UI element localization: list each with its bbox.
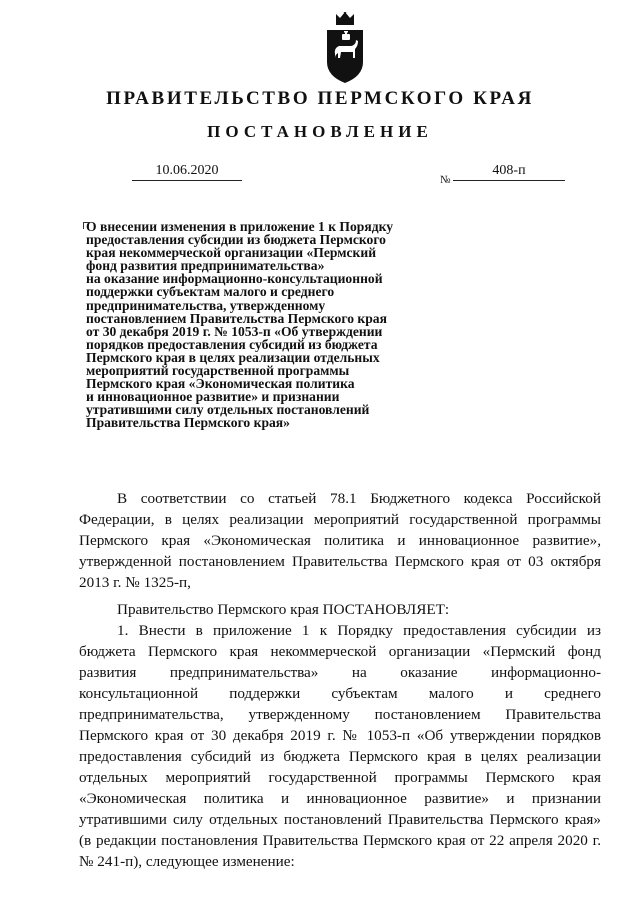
subject-line: на оказание информационно-консультационной xyxy=(86,271,383,287)
document-subject xyxy=(86,220,446,430)
subject-line: утратившими силу отдельных постановлений xyxy=(86,402,370,418)
subject-line: предпринимательства, утвержденному xyxy=(86,297,326,313)
subject-line: и инновационное развитие» и признании xyxy=(86,389,340,405)
body-paragraph-item-1: 1. Внести в приложение 1 к Порядку предоставления субсидии из бюджета Пермского края некоммерческой организации «Пермский фонд развития предпринимательства» на оказание информационно-консультационной поддержки субъектам малого и среднего предпринимательства, утвержденному постановлением Правительства Пермского края от 30 декабря 2019 г. № 1053-п «Об утверждении порядков предоставления субсидий из бюджета Пермского края в целях реализации отдельных мероприятий государственной программы Пермского края «Экономическая политика и инновационное развитие» и признании утратившими силу отдельных постановлений Правительства Пермского края» (в редакции постановления Правительства Пермского края от 22 апреля 2020 г. № 241-п), следующее изменение: xyxy=(79,622,601,870)
body-paragraph-resolves: Правительство Пермского края ПОСТАНОВЛЯЕТ: xyxy=(117,601,450,618)
subject-line: постановлением Правительства Пермского края xyxy=(86,310,387,326)
subject-line: Пермского края в целях реализации отдельных xyxy=(86,349,380,365)
subject-line: мероприятий государственной программы xyxy=(86,363,350,379)
government-title: ПРАВИТЕЛЬСТВО ПЕРМСКОГО КРАЯ xyxy=(106,88,534,109)
document-body xyxy=(79,488,601,872)
subject-line: от 30 декабря 2019 г. № 1053-п «Об утверждении xyxy=(86,323,383,339)
document-type: ПОСТАНОВЛЕНИЕ xyxy=(207,122,433,141)
document-date: 10.06.2020 xyxy=(132,163,242,181)
subject-line: Правительства Пермского края» xyxy=(86,415,290,431)
coat-of-arms-icon xyxy=(323,12,367,84)
corner-bracket-mark xyxy=(83,222,90,229)
subject-line: предоставления субсидии из бюджета Пермского xyxy=(86,232,386,248)
subject-line: О внесении изменения в приложение 1 к Порядку xyxy=(86,219,394,234)
body-paragraph-preamble: В соответствии со статьей 78.1 Бюджетного кодекса Российской Федерации, в целях реализации мероприятий государственной программы Пермского края «Экономическая политика и инновационное развитие», утвержденной постановлением Правительства Пермского края от 03 октября 2013 г. № 1325-п, xyxy=(79,490,601,591)
subject-line: края некоммерческой организации «Пермский xyxy=(86,245,377,261)
document-number: 408-п xyxy=(453,163,565,181)
subject-line: фонд развития предпринимательства» xyxy=(86,258,325,274)
number-sign: № xyxy=(440,174,451,186)
subject-line: поддержки субъектам малого и среднего xyxy=(86,284,335,300)
subject-line: Пермского края «Экономическая политика xyxy=(86,376,355,392)
subject-line: порядков предоставления субсидий из бюджета xyxy=(86,336,378,352)
